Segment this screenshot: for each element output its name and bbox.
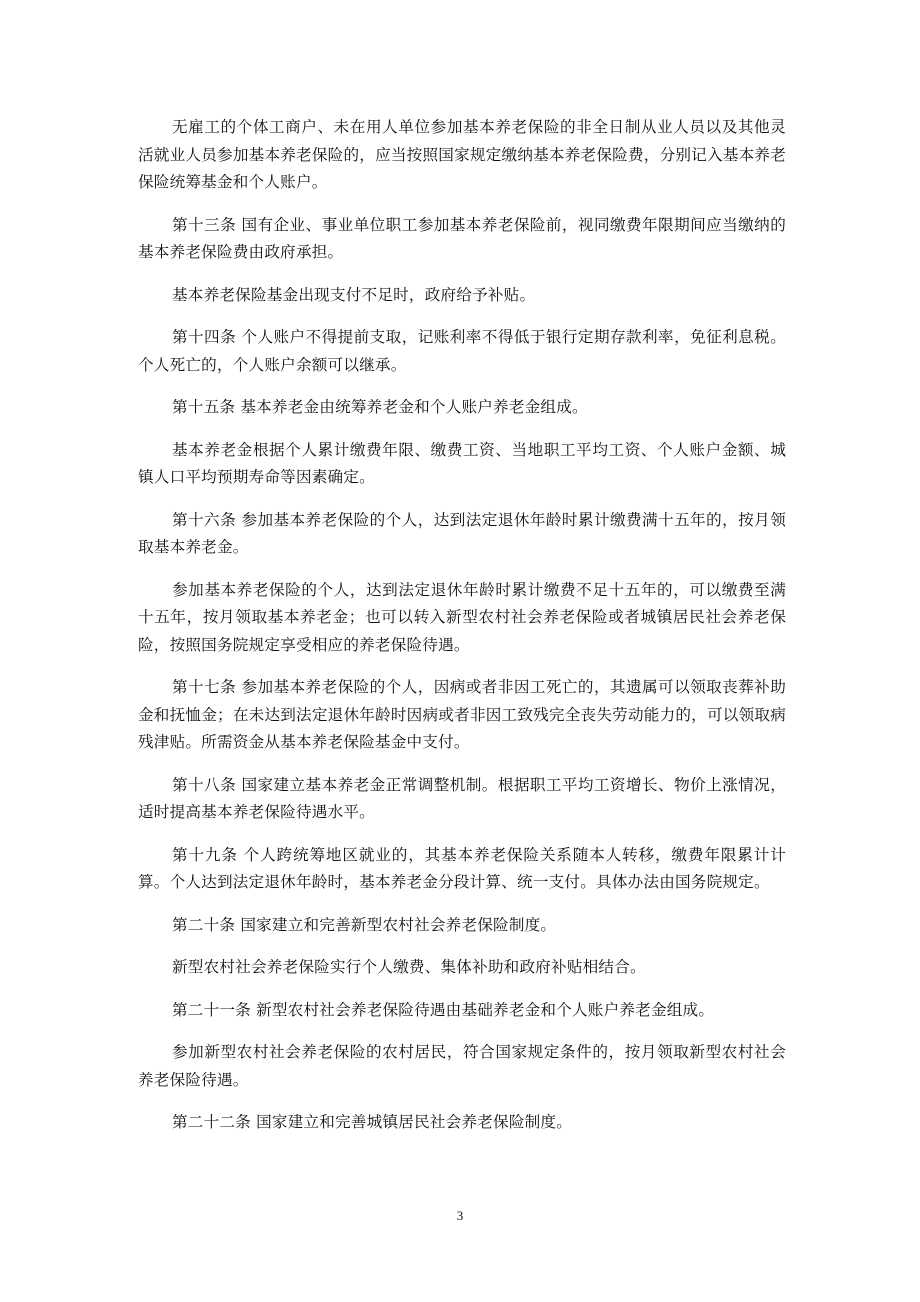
paragraph: 第二十二条 国家建立和完善城镇居民社会养老保险制度。: [172, 1113, 573, 1131]
paragraph: 第十四条 个人账户不得提前支取，记账利率不得低于银行定期存款利率，免征利息税。个人死亡的，个人账户余额可以继承。: [138, 328, 786, 374]
paragraph: 第十八条 国家建立基本养老金正常调整机制。根据职工平均工资增长、物价上涨情况，适时提高基本养老保险待遇水平。: [138, 775, 786, 821]
paragraph: 第十九条 个人跨统筹地区就业的，其基本养老保险关系随本人转移，缴费年限累计计算。个人达到法定退休年龄时，基本养老金分段计算、统一支付。具体办法由国务院规定。: [138, 845, 786, 891]
paragraph: 第十七条 参加基本养老保险的个人，因病或者非因工死亡的，其遗属可以领取丧葬补助金和抚恤金；在未达到法定退休年龄时因病或者非因工致残完全丧失劳动能力的，可以领取病残津贴。所需资金从基本养老保险基金中支付。: [138, 678, 786, 751]
paragraph: 第二十条 国家建立和完善新型农村社会养老保险制度。: [172, 915, 557, 934]
paragraph: 第十六条 参加基本养老保险的个人，达到法定退休年龄时累计缴费满十五年的，按月领取基本养老金。: [138, 510, 786, 556]
paragraph: 第十三条 国有企业、事业单位职工参加基本养老保险前，视同缴费年限期间应当缴纳的基本养老保险费由政府承担。: [138, 215, 786, 261]
paragraph: 参加基本养老保险的个人，达到法定退休年龄时累计缴费不足十五年的，可以缴费至满十五年，按月领取基本养老金；也可以转入新型农村社会养老保险或者城镇居民社会养老保险，按照国务院规定享受相应的养老保险待遇。: [138, 580, 786, 654]
paragraph: 第二十一条 新型农村社会养老保险待遇由基础养老金和个人账户养老金组成。: [172, 1000, 715, 1019]
paragraph: 无雇工的个体工商户、未在用人单位参加基本养老保险的非全日制从业人员以及其他灵活就业人员参加基本养老保险的，应当按照国家规定缴纳基本养老保险费，分别记入基本养老保险统筹基金和个人账户。: [138, 118, 786, 191]
document-body: [138, 114, 786, 1152]
paragraph: 基本养老保险基金出现支付不足时，政府给予补贴。: [172, 285, 536, 304]
paragraph: 参加新型农村社会养老保险的农村居民，符合国家规定条件的，按月领取新型农村社会养老保险待遇。: [138, 1043, 786, 1089]
paragraph: 基本养老金根据个人累计缴费年限、缴费工资、当地职工平均工资、个人账户金额、城镇人口平均预期寿命等因素确定。: [138, 440, 786, 486]
page-number: 3: [456, 1208, 464, 1223]
paragraph: 第十五条 基本养老金由统筹养老金和个人账户养老金组成。: [172, 398, 588, 416]
paragraph: 新型农村社会养老保险实行个人缴费、集体补助和政府补贴相结合。: [172, 958, 646, 976]
